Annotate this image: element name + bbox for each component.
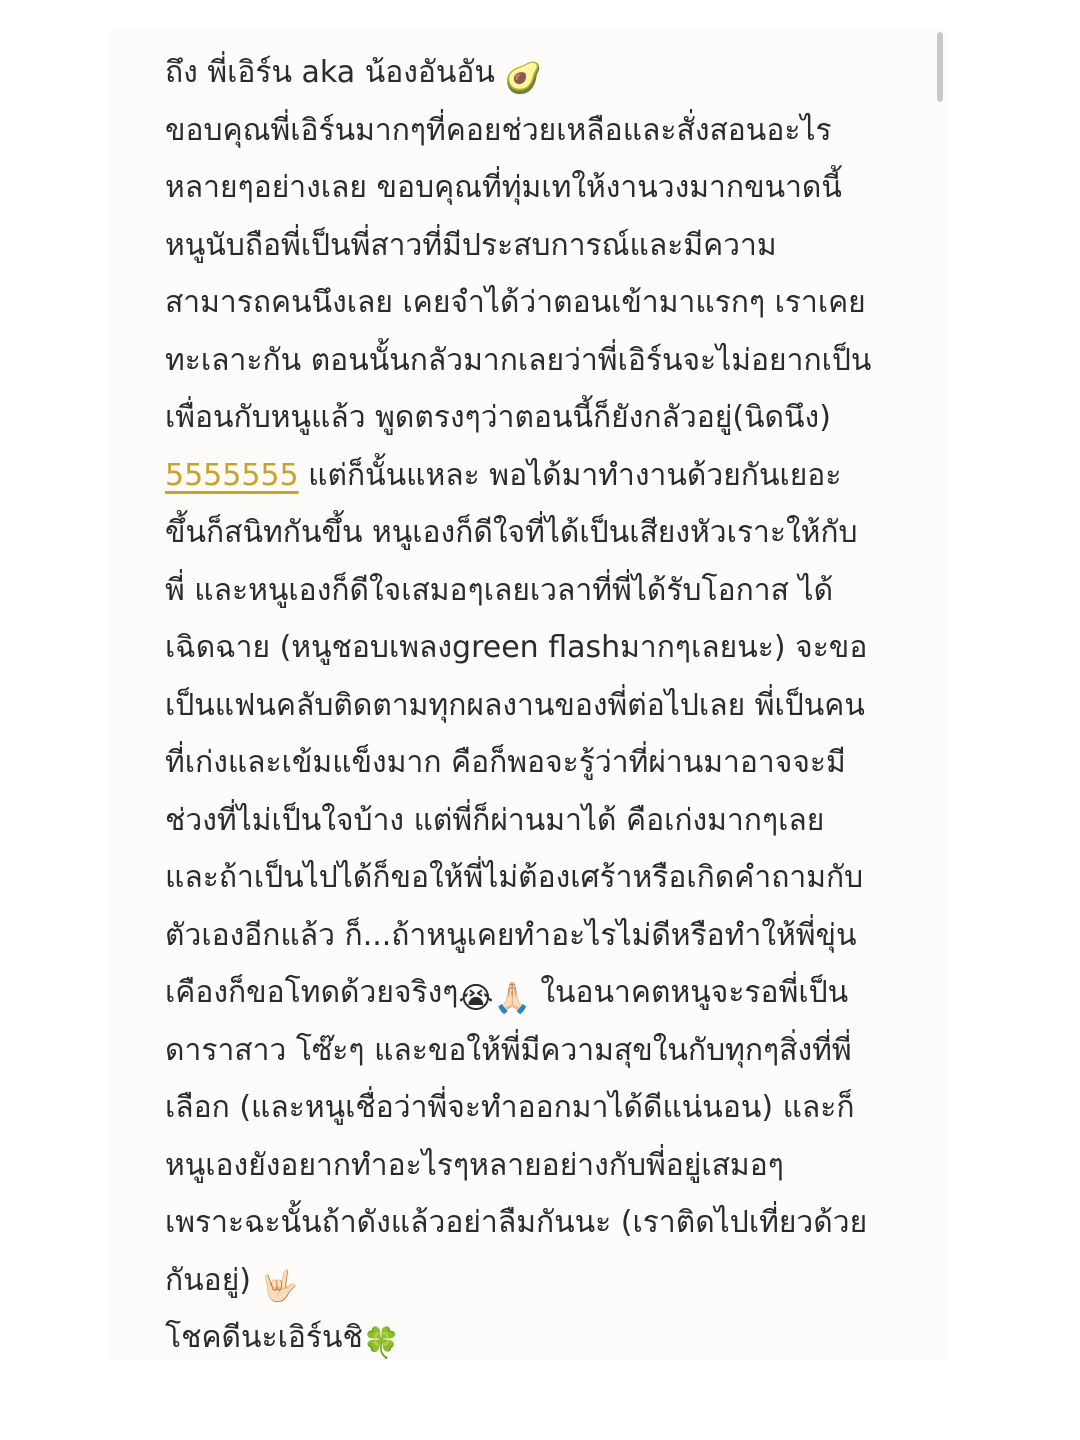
apology-line xyxy=(165,964,905,1022)
note-line: เฉิดฉาย (หนูชอบเพลงgreen flashมากๆเลยนะ) จะขอ xyxy=(165,630,868,665)
greeting-line xyxy=(165,44,905,102)
avocado-icon: 🥑 xyxy=(504,61,542,96)
note-line: พี่ และหนูเองก็ดีใจเสมอๆเลยเวลาที่พี่ได้รับโอกาส ได้ xyxy=(165,572,834,608)
apology-text: เคืองก็ขอโทดด้วยจริงๆ xyxy=(165,975,459,1010)
note-line: ตัวเองอีกแล้ว ก็...ถ้าหนูเคยทำอะไรไม่ดีหรือทำให้พี่ขุ่น xyxy=(165,917,857,953)
four-leaf-clover-icon: 🍀 xyxy=(362,1326,401,1361)
note-line: เลือก (และหนูเชื่อว่าพี่จะทำออกมาได้ดีแน่นอน) และก็ xyxy=(165,1090,855,1125)
last-text: กันอยู่) xyxy=(165,1262,261,1298)
note-line: หนูนับถือพี่เป็นพี่สาวที่มีประสบการณ์และมีความ xyxy=(165,227,777,263)
note-body[interactable] xyxy=(165,44,905,1367)
note-line: เพื่อนกับหนูแล้ว พูดตรงๆว่าตอนนี้ก็ยังกลัวอยู่(นิดนึง) xyxy=(165,400,831,435)
note-line: เป็นแฟนคลับติดตามทุกผลงานของพี่ต่อไปเลย พี่เป็นคน xyxy=(165,687,865,723)
note-line: ขึ้นก็สนิทกันขึ้น หนูเองก็ดีใจที่ได้เป็นเสียงหัวเราะให้กับ xyxy=(165,515,858,550)
signoff-text: โชคดีนะเอิร์นชิ xyxy=(165,1320,363,1355)
note-line: ช่วงที่ไม่เป็นใจบ้าง แต่พี่ก็ผ่านมาได้ คือเก่งมากๆเลย xyxy=(165,802,825,838)
note-line: ที่เก่งและเข้มแข็งมาก คือก็พอจะรู้ว่าที่ผ่านมาอาจจะมี xyxy=(165,745,846,780)
note-line-rest: แต่ก็นั้นแหละ พอได้มาทำงานด้วยกันเยอะ xyxy=(298,457,842,493)
greeting-text: ถึง พี่เอิร์น aka น้องอันอัน xyxy=(165,55,495,90)
note-line-with-link xyxy=(165,447,905,505)
laugh-link[interactable]: 5555555 xyxy=(165,457,299,493)
last-line xyxy=(165,1252,905,1310)
signoff-line xyxy=(165,1309,905,1367)
note-line: หนูเองยังอยากทำอะไรๆหลายอย่างกับพี่อยู่เสมอๆ xyxy=(165,1147,784,1183)
note-line: หลายๆอย่างเลย ขอบคุณที่ทุ่มเทให้งานวงมากขนาดนี้ xyxy=(165,170,842,205)
scrollbar-thumb[interactable] xyxy=(937,32,943,102)
apology-rest: ในอนาคตหนูจะรอพี่เป็น xyxy=(530,975,849,1010)
note-line: ทะเลาะกัน ตอนนั้นกลัวมากเลยว่าพี่เอิร์นจะไม่อยากเป็น xyxy=(165,342,872,378)
note-line: เพราะฉะนั้นถ้าดังแล้วอย่าลืมกันนะ (เราติดไปเที่ยวด้วย xyxy=(165,1205,868,1240)
note-line: และถ้าเป็นไปได้ก็ขอให้พี่ไม่ต้องเศร้าหรือเกิดคำถามกับ xyxy=(165,860,864,895)
scrollbar[interactable] xyxy=(934,30,946,1360)
crying-praying-icon: 😭🙏🏻 xyxy=(458,981,531,1016)
note-line: ดาราสาว โซ๊ะๆ และขอให้พี่มีความสุขในกับทุกๆสิ่งที่พี่ xyxy=(165,1032,852,1068)
love-you-gesture-icon: 🤟🏻 xyxy=(260,1268,298,1304)
note-line: สามารถคนนึงเลย เคยจำได้ว่าตอนเข้ามาแรกๆ เราเคย xyxy=(165,285,866,320)
note-line: ขอบคุณพี่เอิร์นมากๆที่คอยช่วยเหลือและสั่งสอนอะไร xyxy=(165,112,832,148)
